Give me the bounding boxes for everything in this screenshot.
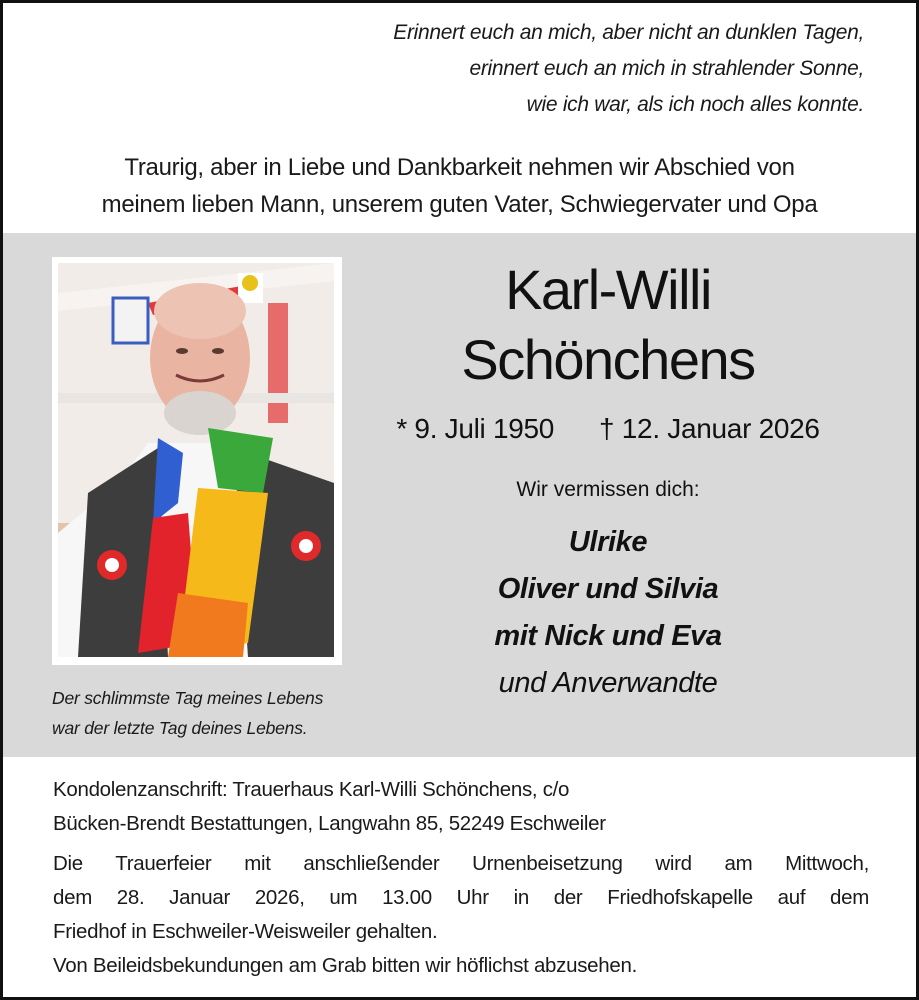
first-name: Karl-Willi — [505, 258, 711, 321]
intro-line: Traurig, aber in Liebe und Dankbarkeit nehmen wir Abschied von — [124, 154, 795, 181]
death-cross-icon: † — [599, 413, 615, 444]
ceremony-line: dem 28. Januar 2026, um 13.00 Uhr in der Friedhofskapelle auf dem — [53, 886, 869, 909]
mourner-name: Ulrike — [568, 526, 648, 558]
portrait-photo — [58, 263, 334, 657]
gray-band — [3, 233, 916, 757]
intro-text — [3, 149, 916, 223]
condolence-address — [53, 773, 869, 841]
mourners-heading: Wir vermissen dich: — [516, 478, 700, 501]
birth-star-icon: * — [396, 413, 407, 444]
mourner-name: und Anverwandte — [498, 667, 718, 699]
ceremony-line: Von Beileidsbekundungen am Grab bitten wir höflichst abzusehen. — [53, 954, 637, 977]
poem-line: Erinnert euch an mich, aber nicht an dunklen Tagen, — [393, 21, 864, 44]
footer-info — [53, 773, 869, 983]
deceased-name — [353, 255, 863, 395]
photo-frame — [52, 257, 342, 665]
last-name: Schönchens — [461, 328, 755, 391]
mourners-list — [353, 519, 863, 707]
photo-caption — [52, 683, 323, 743]
mourner-name: mit Nick und Eva — [494, 620, 722, 652]
intro-line: meinem lieben Mann, unserem guten Vater, Schwiegervater und Opa — [101, 191, 818, 218]
caption-line: war der letzte Tag deines Lebens. — [52, 718, 308, 738]
ceremony-line: Die Trauerfeier mit anschließender Urnenbeisetzung wird am Mittwoch, — [53, 852, 869, 875]
poem — [393, 15, 864, 123]
deceased-info — [353, 233, 863, 707]
mourner-name: Oliver und Silvia — [497, 573, 719, 605]
birth-date: 9. Juli 1950 — [414, 413, 555, 444]
poem-line: wie ich war, als ich noch alles konnte. — [526, 93, 864, 116]
death-date: 12. Januar 2026 — [621, 413, 820, 444]
portrait-illustration — [58, 263, 334, 657]
address-line: Bücken-Brendt Bestattungen, Langwahn 85, 52249 Eschweiler — [53, 812, 606, 835]
caption-line: Der schlimmste Tag meines Lebens — [52, 688, 324, 708]
life-dates — [353, 411, 863, 447]
ceremony-line: Friedhof in Eschweiler-Weisweiler gehalten. — [53, 920, 438, 943]
poem-line: erinnert euch an mich in strahlender Sonne, — [469, 57, 864, 80]
address-line: Kondolenzanschrift: Trauerhaus Karl-Willi Schönchens, c/o — [53, 778, 570, 801]
ceremony-info — [53, 847, 869, 983]
